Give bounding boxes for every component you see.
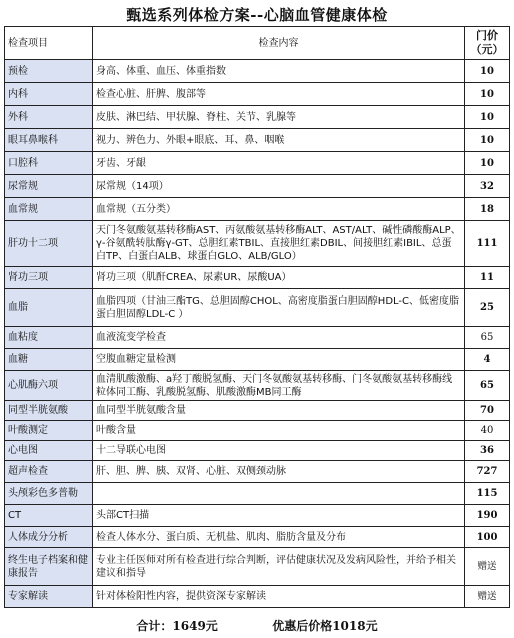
item-price: 赠送 xyxy=(465,548,510,586)
table-row xyxy=(5,152,510,175)
item-content: 头部CT扫描 xyxy=(93,505,465,527)
item-price: 10 xyxy=(465,106,510,129)
item-content: 身高、体重、血压、体重指数 xyxy=(93,60,465,83)
item-content: 空腹血糖定量检测 xyxy=(93,349,465,371)
item-name: 肾功三项 xyxy=(5,267,93,289)
item-name: 心电图 xyxy=(5,441,93,461)
item-content: 肝、胆、脾、胰、双肾、心脏、双侧颈动脉 xyxy=(93,461,465,483)
item-content: 十二导联心电图 xyxy=(93,441,465,461)
table-row xyxy=(5,267,510,289)
table-row xyxy=(5,221,510,267)
item-content: 血同型半胱氨酸含量 xyxy=(93,401,465,421)
discount-price: 优惠后价格1018元 xyxy=(272,619,378,633)
item-price: 4 xyxy=(465,349,510,371)
item-content: 检查人体水分、蛋白质、无机盐、肌肉、脂肪含量及分布 xyxy=(93,527,465,548)
item-name: 尿常规 xyxy=(5,175,93,198)
item-content: 牙齿、牙龈 xyxy=(93,152,465,175)
item-price: 18 xyxy=(465,198,510,221)
header-price xyxy=(465,27,510,60)
item-name: 血粘度 xyxy=(5,327,93,349)
item-name: 专家解读 xyxy=(5,586,93,608)
exam-plan-table xyxy=(4,26,510,608)
table-row xyxy=(5,505,510,527)
item-price: 727 xyxy=(465,461,510,483)
table-row xyxy=(5,401,510,421)
table-row xyxy=(5,483,510,505)
item-name: 眼耳鼻喉科 xyxy=(5,129,93,152)
item-name: 人体成分分析 xyxy=(5,527,93,548)
item-content: 血脂四项（甘油三酯TG、总胆固醇CHOL、高密度脂蛋白胆固醇HDL-C、低密度脂蛋白胆固醇LDL-C ） xyxy=(93,289,465,327)
table-row xyxy=(5,586,510,608)
item-price: 65 xyxy=(465,327,510,349)
item-content: 血液流变学检查 xyxy=(93,327,465,349)
item-content: 视力、辨色力、外眼+眼底、耳、鼻、咽喉 xyxy=(93,129,465,152)
item-content xyxy=(93,483,465,505)
table-row xyxy=(5,421,510,441)
page-title: 甄选系列体检方案--心脑血管健康体检 xyxy=(126,6,388,24)
item-name: 肝功十二项 xyxy=(5,221,93,267)
table-row xyxy=(5,371,510,401)
header-price-line2: （元） xyxy=(470,43,504,56)
item-name: 心肌酶六项 xyxy=(5,371,93,401)
table-row xyxy=(5,548,510,586)
item-name: 血脂 xyxy=(5,289,93,327)
item-content: 专业主任医师对所有检查进行综合判断，评估健康状况及发病风险性，并给予相关建议和指导 xyxy=(93,548,465,586)
item-price: 36 xyxy=(465,441,510,461)
table-row xyxy=(5,129,510,152)
item-price: 10 xyxy=(465,83,510,106)
item-price: 25 xyxy=(465,289,510,327)
item-name: 血常规 xyxy=(5,198,93,221)
item-name: 超声检查 xyxy=(5,461,93,483)
item-price: 70 xyxy=(465,401,510,421)
table-row xyxy=(5,106,510,129)
item-content: 肾功三项（肌酐CREA、尿素UR、尿酸UA） xyxy=(93,267,465,289)
table-row xyxy=(5,175,510,198)
item-name: 同型半胱氨酸 xyxy=(5,401,93,421)
table-row xyxy=(5,289,510,327)
item-price: 10 xyxy=(465,129,510,152)
item-name: 血糖 xyxy=(5,349,93,371)
item-name: 叶酸测定 xyxy=(5,421,93,441)
item-content: 针对体检阳性内容，提供资深专家解读 xyxy=(93,586,465,608)
table-row xyxy=(5,461,510,483)
item-price: 10 xyxy=(465,60,510,83)
item-content: 血清肌酸激酶、a羟丁酸脱氢酶、天门冬氨酸氨基转移酶、门冬氨酸氨基转移酶线粒体同工酶、乳酸脱氢酶、肌酸激酶MB同工酶 xyxy=(93,371,465,401)
item-price: 111 xyxy=(465,221,510,267)
item-content: 检查心脏、肝脾、腹部等 xyxy=(93,83,465,106)
item-price: 40 xyxy=(465,421,510,441)
table-row xyxy=(5,327,510,349)
item-price: 32 xyxy=(465,175,510,198)
item-price: 65 xyxy=(465,371,510,401)
table-row xyxy=(5,527,510,548)
table-row xyxy=(5,83,510,106)
item-price: 赠送 xyxy=(465,586,510,608)
header-content: 检查内容 xyxy=(93,27,465,60)
item-price: 10 xyxy=(465,152,510,175)
total-price: 合计：1649元 xyxy=(136,619,218,633)
item-name: 预检 xyxy=(5,60,93,83)
item-name: 内科 xyxy=(5,83,93,106)
item-name: 口腔科 xyxy=(5,152,93,175)
item-content: 天门冬氨酸氨基转移酶AST、丙氨酸氨基转移酶ALT、AST/ALT、碱性磷酸酶ALP、γ-谷氨酰转肽酶γ-GT、总胆红素TBIL、直接胆红素DBIL、间接胆红素IBIL、总蛋白TP、白蛋白ALB、球蛋白GLO、ALB/GLO） xyxy=(93,221,465,267)
header-price-line1: 门价 xyxy=(476,29,498,42)
table-header-row xyxy=(5,27,510,60)
price-summary xyxy=(0,617,514,634)
item-content: 尿常规（14项） xyxy=(93,175,465,198)
item-name: CT xyxy=(5,505,93,527)
item-content: 血常规（五分类） xyxy=(93,198,465,221)
table-row xyxy=(5,198,510,221)
table-row xyxy=(5,349,510,371)
item-content: 叶酸含量 xyxy=(93,421,465,441)
item-price: 190 xyxy=(465,505,510,527)
item-price: 115 xyxy=(465,483,510,505)
header-item: 检查项目 xyxy=(5,27,93,60)
item-name: 头颅彩色多普勒 xyxy=(5,483,93,505)
item-price: 11 xyxy=(465,267,510,289)
item-name: 终生电子档案和健康报告 xyxy=(5,548,93,586)
item-content: 皮肤、淋巴结、甲状腺、脊柱、关节、乳腺等 xyxy=(93,106,465,129)
item-name: 外科 xyxy=(5,106,93,129)
table-row xyxy=(5,441,510,461)
item-price: 100 xyxy=(465,527,510,548)
table-row xyxy=(5,60,510,83)
